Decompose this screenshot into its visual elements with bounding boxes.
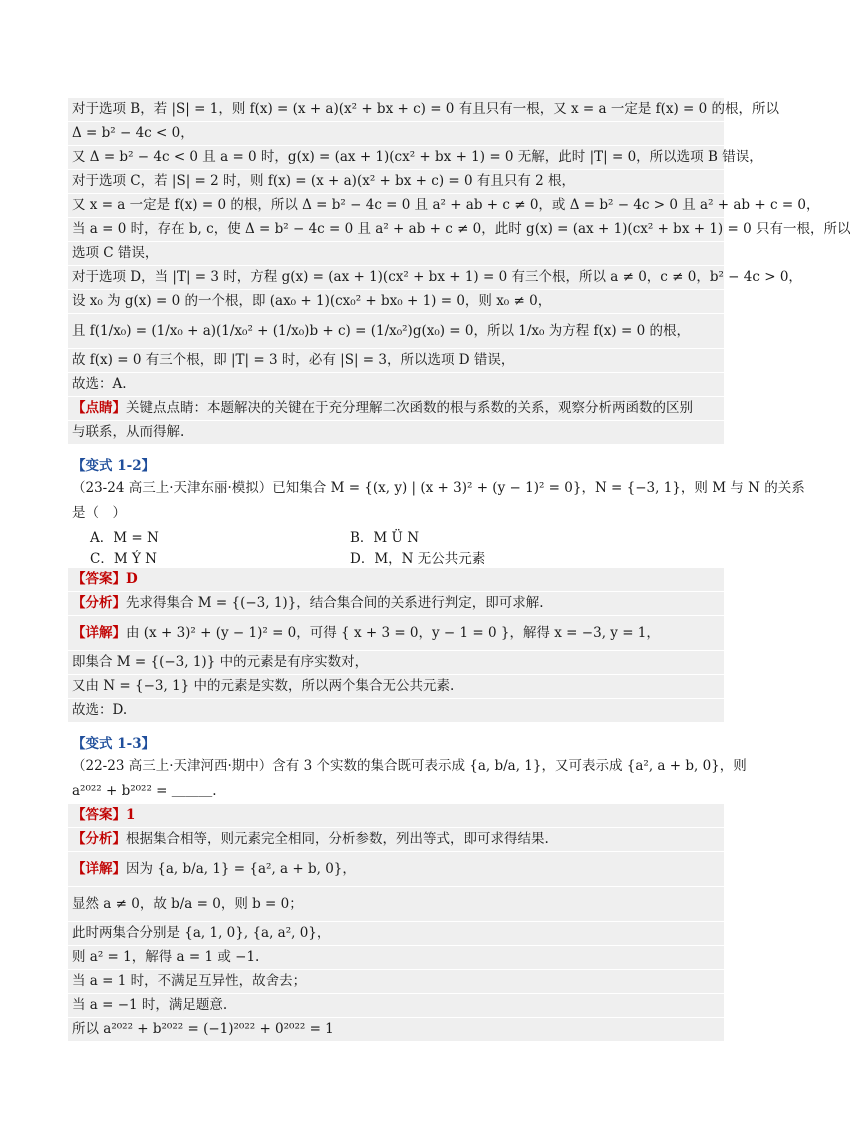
detail-line: 所以 a²⁰²² + b²⁰²² = (−1)²⁰²² + 0²⁰²² = 1 [68,1018,724,1041]
detail-text: 由 (x + 3)² + (y − 1)² = 0，可得 { x + 3 = 0，y − 1 = 0 }，解得 x = −3, y = 1， [126,625,660,641]
solution-line: 当 a = 0 时，存在 b, c，使 Δ = b² − 4c = 0 且 a² + ab + c ≠ 0，此时 g(x) = (ax + 1)(cx² + bx + 1) = 0 只有一根，所以 [68,218,724,241]
detail-line: 显然 a ≠ 0，故 b/a = 0，则 b = 0； [68,887,724,921]
solution-line: Δ = b² − 4c < 0， [68,122,724,145]
variant-tag: 【变式 1-3】 [72,736,156,752]
detail-line: 当 a = −1 时，满足题意. [68,994,724,1017]
detail-line: 又由 N = {−3, 1} 中的元素是实数，所以两个集合无公共元素. [68,675,724,698]
solution-line: 设 x₀ 为 g(x) = 0 的一个根，即 (ax₀ + 1)(cx₀² + bx₀ + 1) = 0，则 x₀ ≠ 0， [68,290,724,313]
question-line: （23-24 高三上·天津东丽·模拟）已知集合 M = {(x, y) | (x + 3)² + (y − 1)² = 0}，N = {−3, 1}，则 M 与 N 的关系 [72,480,805,496]
option-b: B．M Ü N [350,530,420,546]
detail-line: 故选：D. [68,699,724,722]
options-row [68,526,724,547]
question-line: a²⁰²² + b²⁰²² = ＿＿＿. [72,783,217,799]
solution-line: 对于选项 D，当 |T| = 3 时，方程 g(x) = (ax + 1)(cx² + bx + 1) = 0 有三个根，所以 a ≠ 0，c ≠ 0，b² − 4c > 0， [68,266,724,289]
analysis-line [68,828,724,851]
solution-line: 故 f(x) = 0 有三个根，即 |T| = 3 时，必有 |S| = 3，所以选项 D 错误， [68,349,724,372]
question-line: 是（ ） [72,505,126,521]
analysis-tag: 【分析】 [72,595,126,611]
analysis-text: 根据集合相等，则元素完全相同，分析参数，列出等式，即可求得结果. [126,831,549,847]
solution-line: 又 Δ = b² − 4c < 0 且 a = 0 时，g(x) = (ax + 1)(cx² + bx + 1) = 0 无解，此时 |T| = 0，所以选项 B 错误， [68,146,724,169]
solution-line: 又 x = a 一定是 f(x) = 0 的根，所以 Δ = b² − 4c = 0 且 a² + ab + c ≠ 0，或 Δ = b² − 4c > 0 且 a² + ab + c = 0， [68,194,724,217]
detail-line: 即集合 M = {(−3, 1)} 中的元素是有序实数对， [68,651,724,674]
answer-tag: 【答案】 [72,571,126,587]
detail-line [68,616,724,650]
option-a: A．M = N [90,530,159,546]
detail-text: 因为 {a, b/a, 1} = {a², a + b, 0}， [126,861,356,877]
tip-text: 关键点点睛：本题解决的关键在于充分理解二次函数的根与系数的关系，观察分析两函数的区别 [126,400,693,416]
answer-line [68,568,724,591]
variant-1-3 [68,730,747,1042]
analysis-text: 先求得集合 M = {(−3, 1)}，结合集合间的关系进行判定，即可求解. [126,595,544,611]
tip-tag: 【点睛】 [72,400,126,416]
question-line: （22-23 高三上·天津河西·期中）含有 3 个实数的集合既可表示成 {a, b/a, 1}，又可表示成 {a², a + b, 0}，则 [72,758,747,774]
detail-line: 则 a² = 1，解得 a = 1 或 −1. [68,946,724,969]
answer-line [68,804,724,827]
answer-value: D [126,571,138,587]
option-d: D．M，N 无公共元素 [350,551,486,567]
solution-continuation [68,98,850,445]
detail-line [68,852,724,886]
detail-tag: 【详解】 [72,625,126,641]
solution-line: 且 f(1/x₀) = (1/x₀ + a)(1/x₀² + (1/x₀)b + c) = (1/x₀²)g(x₀) = 0，所以 1/x₀ 为方程 f(x) = 0 的根， [68,314,724,348]
analysis-line [68,592,724,615]
solution-line: 对于选项 B，若 |S| = 1，则 f(x) = (x + a)(x² + bx + c) = 0 有且只有一根，又 x = a 一定是 f(x) = 0 的根，所以 [68,98,724,121]
detail-tag: 【详解】 [72,861,126,877]
tip-line: 与联系，从而得解. [68,421,724,444]
variant-1-2 [68,452,805,723]
option-c: C．M Ý N [90,551,157,567]
variant-tag: 【变式 1-2】 [72,458,156,474]
answer-value: 1 [126,807,136,823]
options-row [68,547,724,568]
answer-tag: 【答案】 [72,807,126,823]
solution-line: 故选：A. [68,373,724,396]
detail-line: 当 a = 1 时，不满足互异性，故舍去； [68,970,724,993]
analysis-tag: 【分析】 [72,831,126,847]
solution-line: 对于选项 C，若 |S| = 2 时，则 f(x) = (x + a)(x² + bx + c) = 0 有且只有 2 根， [68,170,724,193]
detail-line: 此时两集合分别是 {a, 1, 0}, {a, a², 0}， [68,922,724,945]
solution-line: 选项 C 错误， [68,242,724,265]
tip-line [68,397,724,420]
